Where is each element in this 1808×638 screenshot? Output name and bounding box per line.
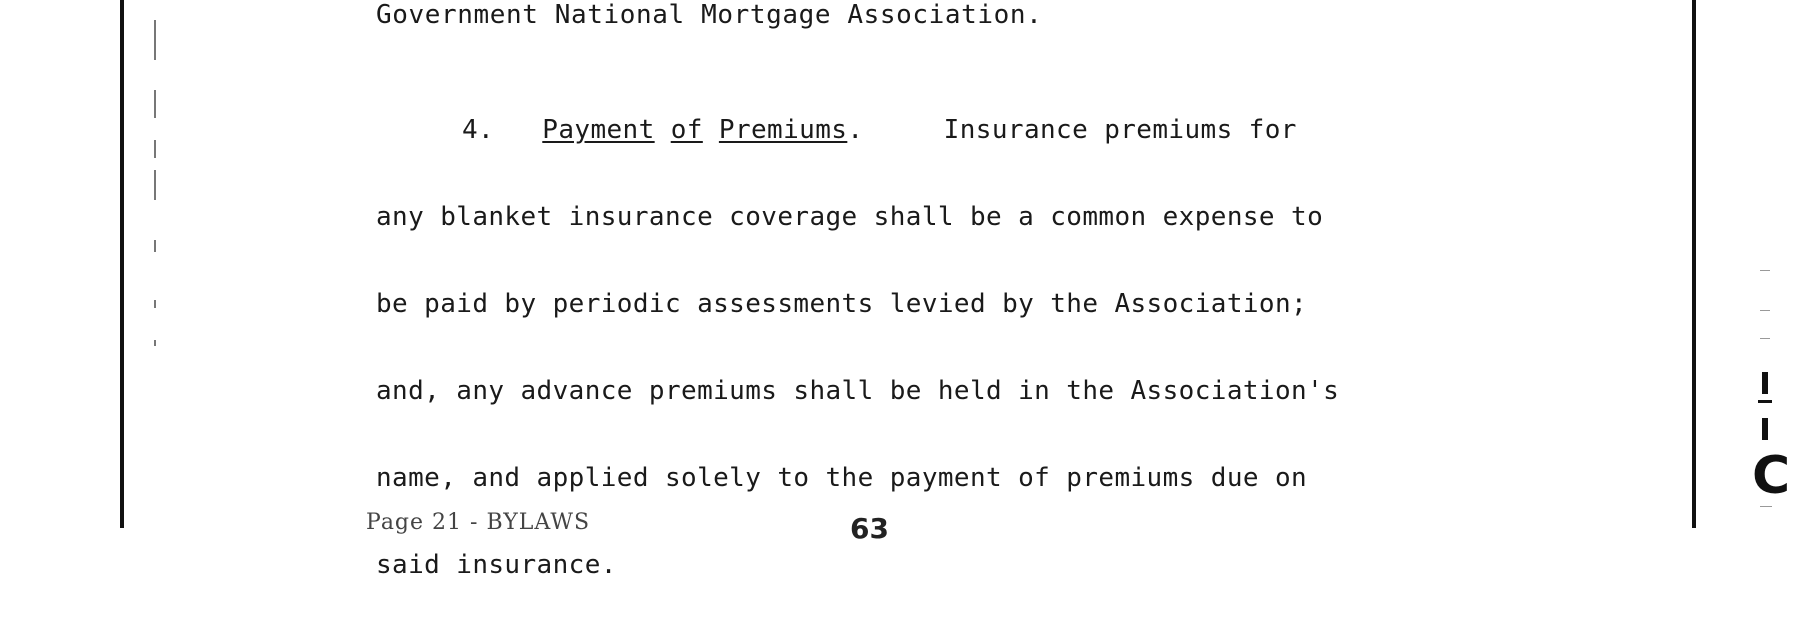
section-title-word: Payment — [542, 115, 655, 145]
paragraph-line: said insurance. — [376, 550, 617, 580]
paragraph-line-text: Insurance premiums for — [943, 115, 1297, 145]
scan-artifact-mark — [154, 90, 156, 118]
scan-artifact-mark — [154, 340, 156, 346]
edge-artifact-tick — [1760, 270, 1770, 271]
edge-artifact-bar — [1758, 400, 1772, 403]
edge-artifact-glyph: C — [1752, 446, 1791, 506]
section-title-word: of — [670, 115, 703, 145]
section-number: 4. — [462, 115, 495, 145]
scan-artifact-mark — [154, 140, 156, 158]
scan-artifact-mark — [154, 240, 156, 252]
scan-artifact-mark — [154, 300, 156, 308]
edge-artifact-tick — [1760, 338, 1770, 339]
section-title-period: . — [847, 115, 864, 145]
paragraph-line: name, and applied solely to the payment of premiums due on — [376, 463, 1308, 493]
heading-fragment: Government National Mortgage Association. — [376, 0, 1043, 30]
paragraph-line: any blanket insurance coverage shall be a common expense to — [376, 202, 1324, 232]
edge-artifact-bar — [1762, 372, 1768, 394]
section-title-word: Premiums — [718, 115, 848, 145]
page-footer: Page 21 - BYLAWS — [366, 510, 591, 535]
paragraph-line: be paid by periodic assessments levied by the Association; — [376, 289, 1308, 319]
page-right-border — [1692, 0, 1696, 528]
edge-artifact-tick — [1760, 310, 1770, 311]
scan-artifact-mark — [154, 20, 156, 60]
scan-artifact-mark — [154, 170, 156, 200]
paragraph-line: and, any advance premiums shall be held in the Association's — [376, 376, 1340, 406]
edge-artifact-bar — [1762, 418, 1768, 440]
paragraph-first-line — [376, 116, 1339, 145]
page-left-border — [120, 0, 124, 528]
handwritten-stamp: 63 — [850, 512, 889, 545]
edge-artifact-tick — [1760, 506, 1772, 507]
paragraph-payment-of-premiums — [376, 58, 1339, 638]
